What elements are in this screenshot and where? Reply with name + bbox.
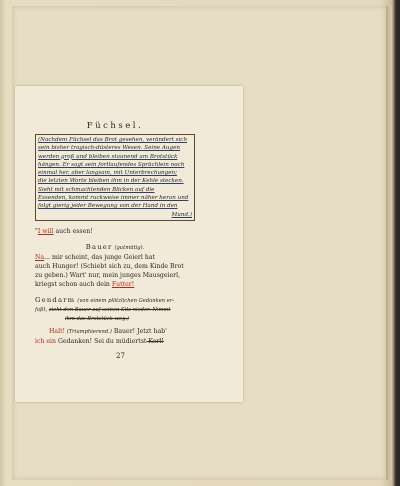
struck-text: zieht den Bauer auf seinen Sitz nieder. Nimmt [48,306,171,313]
stage-direction-line: folgt gierig jeder Bewegung von der Hand in den [38,203,178,210]
speaker-direction: (Triumphierend.) [65,328,112,335]
stage-direction-line: einmal her, aber langsam, mit Unterbrechungen; [38,170,178,177]
speaker-direction: (gutmütig). [114,244,145,251]
stage-direction-line: sein bisher tragisch-düsteres Wesen. Seine Augen [38,145,181,152]
speech-text: ... mir scheint, das junge Geierl hat [44,253,155,261]
gendarm-line [35,337,195,346]
bauer-heading [35,243,195,253]
red-correction: Na [35,253,45,261]
stage-direction-line: Mund.) [171,211,192,218]
quote-mark: " [35,227,38,235]
fuechsel-line [35,227,195,236]
speaker-name: Gendarm [35,295,76,304]
bauer-block [35,243,195,289]
bauer-line: zu geben.) Wart' nur, mein junges Mausgeierl, [35,271,181,279]
stage-direction-line: (Nachdem Füchsel das Brot gesehen, verändert sich [38,137,188,143]
gendarm-line [35,327,195,337]
red-correction: ich ein [35,337,57,345]
stage-direction-line: Essenden, kommt ruckweise immer näher heran und [38,195,189,202]
speech-text: kriegst schon auch dein [35,280,112,288]
red-correction: Futter! [111,280,135,288]
stage-direction-box [35,134,195,221]
struck-text: Kerl! [146,337,164,345]
gendarm-direction-line [35,315,195,324]
bauer-line [35,253,195,262]
page-edge [386,6,392,480]
speaker-name: Bauer [85,242,113,251]
speech-text: Bauer! Jetzt hab' [111,327,167,335]
bauer-line: auch Hunger! (Schiebt sich zu, dem Kinde Brot [35,262,184,270]
red-correction: Halt! [49,327,66,335]
stage-direction-line: hängen. Er sagt sein fortlaufendes Sprüchlein noch [38,161,185,168]
page-number: 27 [116,352,125,360]
stage-direction-line: werden groß und bleiben staunend am Brotstück [38,153,178,160]
bauer-line [35,280,195,289]
stage-direction-line: Sieht mit schmachtenden Blicken auf die [38,186,155,193]
speech-text: Gedanken! Sei du müdiertst [56,337,147,345]
speech-text: auch essen! [53,227,93,235]
character-title: Füchsel. [86,121,144,131]
speaker-direction: (von einem plötzlichen Gedanken er- [77,297,175,304]
gendarm-heading [35,296,195,306]
manuscript-text [35,121,195,353]
struck-text: ihm das Brotstück weg.) [65,315,130,322]
red-correction: I will [37,227,54,235]
gendarm-block [35,296,195,346]
direction-text: faßt, [35,306,49,313]
gendarm-direction-line [35,306,195,315]
stage-direction-line: die letzten Worte bleiben ihm in der Kehle stecken. [38,178,184,185]
